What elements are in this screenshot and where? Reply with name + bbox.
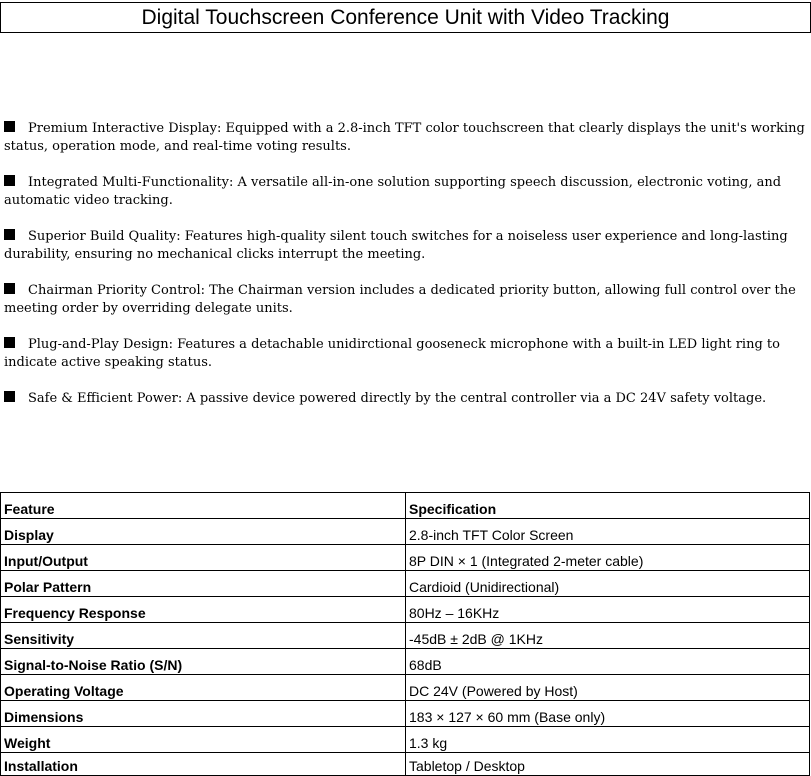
spec-table xyxy=(0,492,810,776)
page-title-box xyxy=(0,2,811,33)
table-row xyxy=(1,675,810,701)
feature-item: Safe & Efficient Power: A passive device powered directly by the central controller via a DC 24V safety voltage. xyxy=(4,390,809,408)
spec-value-cell: DC 24V (Powered by Host) xyxy=(406,675,810,701)
square-bullet-icon xyxy=(4,121,15,132)
feature-item: Premium Interactive Display: Equipped with a 2.8-inch TFT color touchscreen that clearly displays the unit's working status, operation mode, and real-time voting results. xyxy=(4,121,805,154)
table-row xyxy=(1,753,810,776)
feature-list xyxy=(4,120,809,426)
feature-label: Safe & Efficient Power xyxy=(28,391,178,406)
feature-item: Plug-and-Play Design: Features a detachable unidirctional gooseneck microphone with a built-in LED light ring to indicate active speaking status. xyxy=(4,337,780,370)
spec-value-cell: -45dB ± 2dB @ 1KHz xyxy=(406,623,810,649)
table-row xyxy=(1,701,810,727)
table-header-row xyxy=(1,493,810,519)
spec-feature-cell: Sensitivity xyxy=(1,623,406,649)
feature-label: Superior Build Quality xyxy=(28,229,177,244)
feature-text: The Chairman version includes a dedicated priority button, allowing full control over the meeting order by overriding delegate units. xyxy=(4,283,796,316)
feature-label: Integrated Multi-Functionality xyxy=(28,175,229,190)
table-row xyxy=(1,649,810,675)
spec-value-cell: Tabletop / Desktop xyxy=(406,753,810,776)
square-bullet-icon xyxy=(4,391,15,402)
table-header-cell: Specification xyxy=(406,493,810,519)
feature-item: Integrated Multi-Functionality: A versatile all-in-one solution supporting speech discussion, electronic voting, and automatic video tracking. xyxy=(4,175,782,208)
feature-item: Chairman Priority Control: The Chairman version includes a dedicated priority button, allowing full control over the meeting order by overriding delegate units. xyxy=(4,283,796,316)
table-header-cell: Feature xyxy=(1,493,406,519)
feature-label: Chairman Priority Control xyxy=(28,283,201,298)
spec-value-cell: 1.3 kg xyxy=(406,727,810,753)
spec-value-cell: 8P DIN × 1 (Integrated 2-meter cable) xyxy=(406,545,810,571)
spec-value-cell: 183 × 127 × 60 mm (Base only) xyxy=(406,701,810,727)
feature-item: Superior Build Quality: Features high-quality silent touch switches for a noiseless user experience and long-lasting durability, ensuring no mechanical clicks interrupt the meeting. xyxy=(4,229,788,262)
feature-text: A passive device powered directly by the central controller via a DC 24V safety voltage. xyxy=(186,391,767,406)
table-row xyxy=(1,597,810,623)
spec-feature-cell: Dimensions xyxy=(1,701,406,727)
feature-text: Features a detachable unidirctional gooseneck microphone with a built-in LED light ring to indicate active speaking status. xyxy=(4,337,780,370)
feature-text: Equipped with a 2.8-inch TFT color touchscreen that clearly displays the unit's working status, operation mode, and real-time voting results. xyxy=(4,121,805,154)
spec-feature-cell: Frequency Response xyxy=(1,597,406,623)
spec-feature-cell: Polar Pattern xyxy=(1,571,406,597)
spec-value-cell: 68dB xyxy=(406,649,810,675)
spec-feature-cell: Weight xyxy=(1,727,406,753)
page-title: Digital Touchscreen Conference Unit with Video Tracking xyxy=(141,5,670,29)
table-row xyxy=(1,545,810,571)
table-row xyxy=(1,727,810,753)
spec-value-cell: 2.8-inch TFT Color Screen xyxy=(406,519,810,545)
spec-feature-cell: Operating Voltage xyxy=(1,675,406,701)
square-bullet-icon xyxy=(4,175,15,186)
square-bullet-icon xyxy=(4,283,15,294)
table-row xyxy=(1,519,810,545)
feature-label: Plug-and-Play Design xyxy=(28,337,169,352)
table-row xyxy=(1,571,810,597)
square-bullet-icon xyxy=(4,337,15,348)
spec-feature-cell: Signal-to-Noise Ratio (S/N) xyxy=(1,649,406,675)
spec-feature-cell: Display xyxy=(1,519,406,545)
spec-feature-cell: Installation xyxy=(1,753,406,776)
feature-text: Features high-quality silent touch switches for a noiseless user experience and long-lasting durability, ensuring no mechanical clicks interrupt the meeting. xyxy=(4,229,788,262)
spec-value-cell: 80Hz – 16KHz xyxy=(406,597,810,623)
feature-label: Premium Interactive Display xyxy=(28,121,218,136)
square-bullet-icon xyxy=(4,229,15,240)
feature-text: A versatile all-in-one solution supporting speech discussion, electronic voting, and automatic video tracking. xyxy=(4,175,782,208)
spec-value-cell: Cardioid (Unidirectional) xyxy=(406,571,810,597)
spec-feature-cell: Input/Output xyxy=(1,545,406,571)
table-row xyxy=(1,623,810,649)
